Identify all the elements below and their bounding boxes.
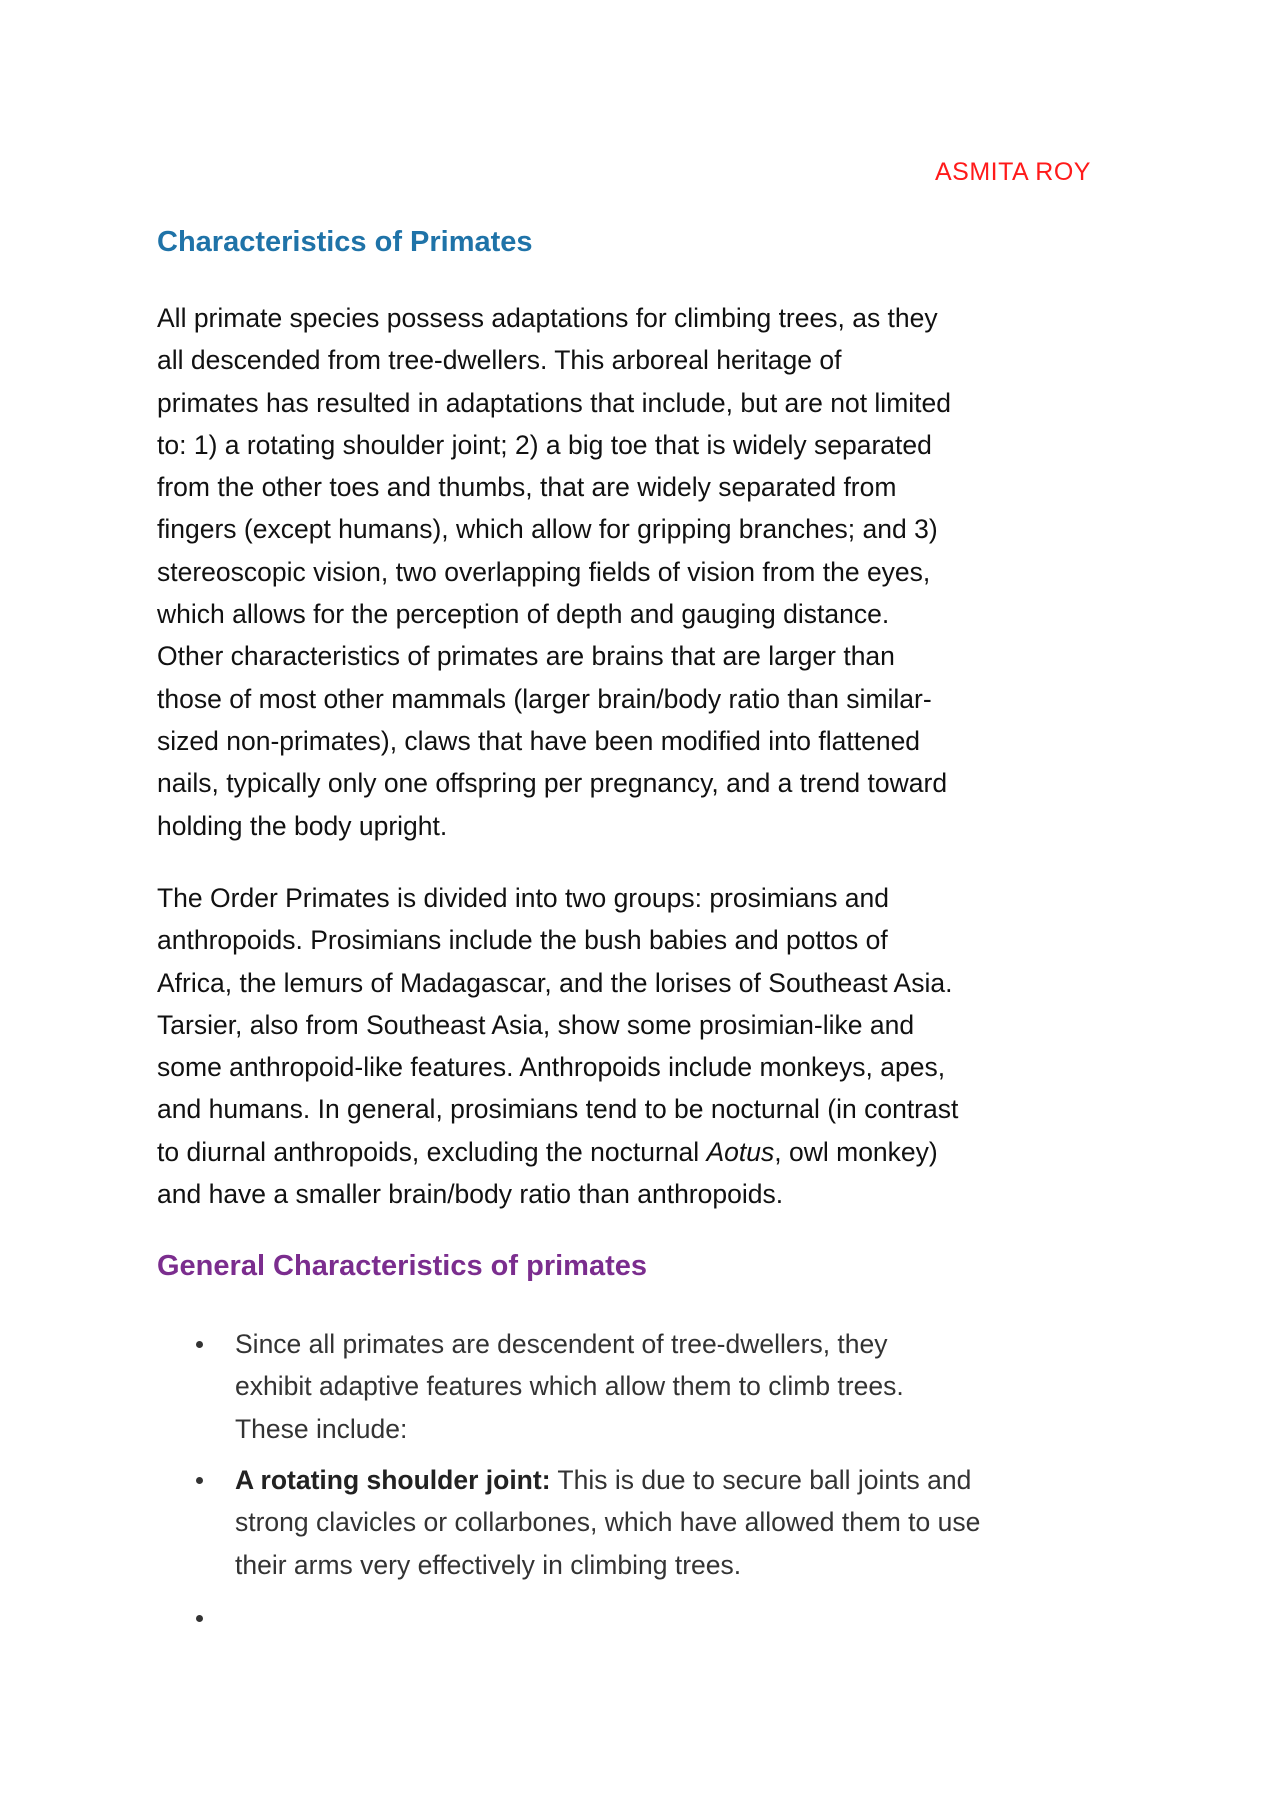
- list-item-empty: [190, 1597, 1190, 1639]
- text-line: nails, typically only one offspring per pregnancy, and a trend toward: [157, 768, 948, 799]
- bullet-icon: [196, 1477, 203, 1484]
- text-line: These include:: [235, 1413, 408, 1444]
- paragraph-intro: [157, 297, 951, 847]
- bullet-icon: [196, 1615, 203, 1622]
- text-line: and humans. In general, prosimians tend to be nocturnal (in contrast: [157, 1094, 959, 1125]
- text-segment: This is due to secure ball joints and: [550, 1465, 972, 1495]
- italic-genus: Aotus: [706, 1136, 775, 1167]
- text-line: and have a smaller brain/body ratio than anthropoids.: [157, 1179, 784, 1210]
- bullet-list: [190, 1323, 1190, 1459]
- text-line: anthropoids. Prosimians include the bush babies and pottos of: [157, 925, 888, 956]
- list-item: [190, 1323, 1190, 1450]
- text-line: Tarsier, also from Southeast Asia, show some prosimian-like and: [157, 1009, 915, 1040]
- text-line: fingers (except humans), which allow for gripping branches; and 3): [157, 514, 938, 545]
- text-line: primates has resulted in adaptations that include, but are not limited: [157, 387, 951, 418]
- text-line: [235, 1459, 1190, 1501]
- text-line: some anthropoid-like features. Anthropoids include monkeys, apes,: [157, 1052, 946, 1083]
- bold-term: A rotating shoulder joint:: [235, 1465, 551, 1495]
- text-line: strong clavicles or collarbones, which have allowed them to use: [235, 1507, 981, 1538]
- text-line: all descended from tree-dwellers. This arboreal heritage of: [157, 345, 842, 376]
- text-line: sized non-primates), claws that have been modified into flattened: [157, 725, 921, 756]
- author-name: ASMITA ROY: [935, 158, 1091, 186]
- text-line: their arms very effectively in climbing trees.: [235, 1549, 742, 1580]
- heading-general-characteristics: General Characteristics of primates: [157, 1250, 647, 1282]
- text-line: The Order Primates is divided into two groups: prosimians and: [157, 883, 890, 913]
- text-line: from the other toes and thumbs, that are widely separated from: [157, 472, 897, 503]
- text-line: stereoscopic vision, two overlapping fields of vision from the eyes,: [157, 556, 931, 587]
- text-line: holding the body upright.: [157, 810, 448, 841]
- bullet-list: [190, 1597, 1190, 1648]
- paragraph-order-primates: [157, 877, 958, 1215]
- heading-characteristics: Characteristics of Primates: [157, 226, 533, 258]
- text-line: Since all primates are descendent of tree-dwellers, they: [235, 1329, 888, 1359]
- bullet-icon: [196, 1341, 203, 1348]
- list-item: [190, 1459, 1190, 1586]
- text-segment: to diurnal anthropoids, excluding the nocturnal: [157, 1136, 707, 1167]
- bullet-list: [190, 1459, 1190, 1595]
- text-line: All primate species possess adaptations for climbing trees, as they: [157, 303, 938, 333]
- text-line: [157, 1131, 958, 1173]
- text-line: to: 1) a rotating shoulder joint; 2) a big toe that is widely separated: [157, 429, 932, 460]
- text-line: Other characteristics of primates are brains that are larger than: [157, 641, 895, 672]
- text-line: which allows for the perception of depth and gauging distance.: [157, 599, 890, 630]
- text-line: those of most other mammals (larger brain/body ratio than similar-: [157, 683, 932, 714]
- text-line: exhibit adaptive features which allow them to climb trees.: [235, 1371, 904, 1402]
- text-line: Africa, the lemurs of Madagascar, and the lorises of Southeast Asia.: [157, 967, 953, 998]
- text-segment: , owl monkey): [774, 1136, 938, 1167]
